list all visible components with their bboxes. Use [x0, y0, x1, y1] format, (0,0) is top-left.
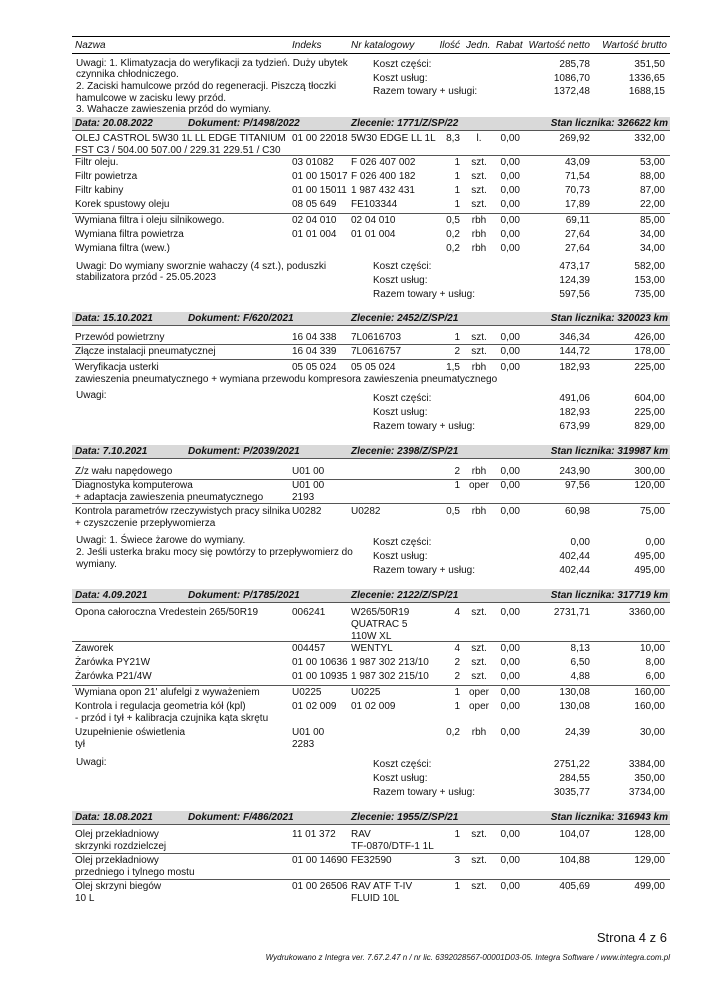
item-net: 27,64 [564, 243, 590, 254]
total-gross: 153,00 [634, 275, 665, 286]
item-name: Olej przekładniowy [75, 855, 159, 866]
item-gross: 128,00 [634, 829, 665, 840]
item-index: 01 00 10636 [292, 657, 348, 668]
item-qty: 0,5 [446, 506, 460, 517]
item-gross: 22,00 [639, 199, 665, 210]
total-gross: 0,00 [645, 537, 665, 548]
col-index: Indeks [292, 40, 322, 51]
item-index: 01 00 15017 [292, 171, 348, 182]
row-divider [72, 879, 670, 880]
item-discount: 0,00 [500, 215, 520, 226]
item-net: 27,64 [564, 229, 590, 240]
item-catalog: 01 02 009 [351, 701, 396, 712]
print-info: Wydrukowano z Integra ver. 7.67.2.47 n / nr lic. 6392028567-00001D03-05. Integra Software / www.integra.com.pl [265, 953, 670, 962]
item-index: 08 05 649 [292, 199, 337, 210]
item-unit: szt. [471, 346, 487, 357]
item-qty: 2 [454, 671, 460, 682]
item-gross: 53,00 [639, 157, 665, 168]
item-catalog: RAV [351, 829, 371, 840]
total-net: 402,44 [559, 565, 590, 576]
item-net: 70,73 [564, 185, 590, 196]
item-name: Diagnostyka komputerowa [75, 480, 193, 491]
item-net: 60,98 [564, 506, 590, 517]
item-index: 05 05 024 [292, 362, 337, 373]
item-name: Kontrola parametrów rzeczywistych pracy silnika [75, 506, 291, 517]
note-line: czynnika chłodniczego. [76, 69, 179, 80]
total-net: 2751,22 [553, 759, 590, 770]
item-unit: rbh [471, 362, 487, 373]
item-catalog: 05 05 024 [351, 362, 396, 373]
item-net: 182,93 [559, 362, 590, 373]
item-net: 97,56 [564, 480, 590, 491]
item-catalog-cont: FLUID 10L [351, 893, 400, 904]
item-index: 004457 [292, 643, 326, 654]
item-name: Żarówka P21/4W [75, 671, 152, 682]
item-unit: l. [476, 133, 482, 144]
note-line: 3. Wahacze zawieszenia przód do wymiany. [76, 104, 272, 115]
section-document: Dokument: F/486/2021 [188, 812, 294, 823]
page-number: Strona 4 z 6 [596, 930, 667, 945]
item-name-cont: + adaptacja zawieszenia pneumatycznego [75, 492, 264, 503]
item-gross: 332,00 [634, 133, 665, 144]
item-unit: szt. [471, 157, 487, 168]
item-catalog: 1 987 302 213/10 [351, 657, 429, 668]
item-name: Złącze instalacji pneumatycznej [75, 346, 216, 357]
item-index: 11 01 372 [292, 829, 336, 840]
item-catalog: RAV ATF T-IV [351, 881, 413, 892]
row-divider [72, 479, 670, 480]
total-gross: 495,00 [634, 551, 665, 562]
item-catalog-cont: 110W XL [351, 631, 392, 642]
section-order: Zlecenie: 2122/Z/SP/21 [351, 590, 459, 601]
item-name: Filtr oleju. [75, 157, 119, 168]
item-catalog: F 026 407 002 [351, 157, 416, 168]
item-qty: 2 [454, 466, 460, 477]
item-net: 43,09 [564, 157, 590, 168]
item-gross: 160,00 [634, 701, 665, 712]
item-qty: 1 [454, 185, 460, 196]
row-divider [72, 359, 670, 360]
item-index: 01 00 22018 [292, 133, 348, 144]
item-unit: szt. [471, 855, 487, 866]
item-index: 006241 [292, 607, 326, 618]
item-index: 16 04 339 [292, 346, 337, 357]
item-net: 6,50 [570, 657, 590, 668]
item-gross: 129,00 [634, 855, 665, 866]
item-name-cont: tył [75, 739, 85, 750]
item-net: 69,11 [565, 215, 590, 226]
item-discount: 0,00 [500, 480, 520, 491]
item-name-cont: - przód i tył + kalibracja czujnika kąta skrętu [75, 713, 269, 724]
col-name: Nazwa [75, 40, 106, 51]
total-gross: 3384,00 [628, 759, 665, 770]
item-index: 01 00 15011 [292, 185, 347, 196]
item-gross: 225,00 [634, 362, 665, 373]
note-line: Uwagi: 1. Świece żarowe do wymiany. [76, 535, 246, 546]
item-qty: 1 [454, 829, 460, 840]
item-name: Weryfikacja usterki [75, 362, 159, 373]
col-gross: Wartość brutto [602, 40, 667, 51]
item-index: 16 04 338 [292, 332, 337, 343]
item-unit: rbh [471, 243, 487, 254]
item-catalog: 01 01 004 [351, 229, 396, 240]
item-index: U0282 [292, 506, 322, 517]
item-qty: 8,3 [446, 133, 460, 144]
item-net: 104,07 [559, 829, 590, 840]
item-catalog: WENTYL [351, 643, 393, 654]
item-name: Żarówka PY21W [75, 657, 151, 668]
item-discount: 0,00 [500, 185, 520, 196]
item-unit: oper [468, 480, 489, 491]
item-index: U01 00 [292, 466, 325, 477]
total-gross: 735,00 [634, 289, 665, 300]
item-unit: szt. [471, 829, 487, 840]
item-net: 346,34 [559, 332, 590, 343]
section-order: Zlecenie: 2452/Z/SP/21 [351, 313, 459, 324]
item-gross: 85,00 [639, 215, 665, 226]
item-qty: 0,2 [446, 243, 460, 254]
item-name: Przewód powietrzny [75, 332, 165, 343]
section-document: Dokument: F/620/2021 [188, 313, 294, 324]
item-name: Filtr powietrza [75, 171, 138, 182]
item-net: 17,89 [564, 199, 590, 210]
item-name: Korek spustowy oleju [75, 199, 170, 210]
item-name-cont: skrzynki rozdzielczej [75, 841, 167, 852]
item-index-cont: 2283 [292, 739, 315, 750]
item-discount: 0,00 [500, 881, 520, 892]
total-net: 597,56 [559, 289, 590, 300]
total-net: 1086,70 [553, 73, 590, 84]
item-index: 01 02 009 [292, 701, 337, 712]
item-discount: 0,00 [500, 362, 520, 373]
item-name-cont: przedniego i tylnego mostu [75, 867, 195, 878]
total-label: Koszt usług: [373, 551, 428, 562]
item-discount: 0,00 [500, 657, 520, 668]
row-divider [72, 344, 670, 345]
item-discount: 0,00 [500, 199, 520, 210]
item-index: 01 01 004 [292, 229, 337, 240]
col-unit: Jedn. [466, 40, 491, 51]
item-gross: 30,00 [639, 727, 665, 738]
item-qty: 1 [454, 199, 460, 210]
item-net: 405,69 [559, 881, 590, 892]
item-name: Kontrola i regulacja geometria kół (kpl) [75, 701, 246, 712]
total-label: Razem towary + usług: [373, 289, 475, 300]
item-net: 243,90 [559, 466, 590, 477]
note-line: Uwagi: [76, 390, 107, 401]
item-unit: rbh [471, 727, 487, 738]
item-gross: 3360,00 [628, 607, 665, 618]
total-net: 1372,48 [553, 86, 590, 97]
item-net: 8,13 [570, 643, 590, 654]
item-catalog: 02 04 010 [351, 215, 396, 226]
section-meter: Stan licznika: 316943 km [550, 812, 668, 823]
total-label: Koszt części: [373, 759, 432, 770]
item-gross: 499,00 [634, 881, 665, 892]
total-gross: 495,00 [634, 565, 665, 576]
section-document: Dokument: P/1498/2022 [188, 118, 300, 129]
item-name: Wymiana filtra (wew.) [75, 243, 170, 254]
item-catalog: U0282 [351, 506, 381, 517]
item-catalog: 5W30 EDGE LL 1L [351, 133, 436, 144]
item-index: U0225 [292, 687, 322, 698]
item-gross: 160,00 [634, 687, 665, 698]
total-label: Razem towary + usług: [373, 421, 475, 432]
item-qty: 0,2 [446, 727, 460, 738]
item-gross: 300,00 [634, 466, 665, 477]
item-index: 01 00 10935 [292, 671, 348, 682]
item-unit: szt. [471, 199, 487, 210]
item-name: OLEJ CASTROL 5W30 1L LL EDGE TITANIUM [75, 133, 286, 144]
note-line: Uwagi: Do wymiany sworznie wahaczy (4 szt.), poduszki [76, 261, 327, 272]
item-discount: 0,00 [500, 671, 520, 682]
note-line: wymiany. [76, 559, 117, 570]
section-date: Data: 18.08.2021 [75, 812, 153, 823]
note-line: Uwagi: 1. Klimatyzacja do weryfikacji za tydzień. Duży ubytek [76, 58, 348, 69]
item-unit: oper [468, 701, 489, 712]
total-gross: 350,00 [634, 773, 665, 784]
item-net: 4,88 [570, 671, 590, 682]
total-gross: 604,00 [634, 393, 665, 404]
total-label: Koszt usług: [373, 275, 428, 286]
item-discount: 0,00 [500, 133, 520, 144]
item-gross: 426,00 [634, 332, 665, 343]
item-catalog: 7L0616703 [351, 332, 402, 343]
total-net: 3035,77 [553, 787, 590, 798]
item-unit: szt. [471, 671, 487, 682]
section-order: Zlecenie: 1771/Z/SP/22 [351, 118, 459, 129]
item-index: U01 00 [292, 480, 325, 491]
col-net: Wartość netto [528, 40, 590, 51]
item-discount: 0,00 [500, 229, 520, 240]
item-net: 130,08 [559, 687, 590, 698]
item-catalog: FE103344 [351, 199, 398, 210]
item-name-cont: + czyszczenie przepływomierza [75, 518, 216, 529]
total-net: 284,55 [559, 773, 590, 784]
note-line: stabilizatora przód - 25.05.2023 [76, 272, 217, 283]
item-discount: 0,00 [500, 243, 520, 254]
item-catalog-cont: TF-0870/DTF-1 1L [351, 841, 434, 852]
item-gross: 8,00 [645, 657, 665, 668]
item-qty: 4 [454, 643, 460, 654]
item-catalog: F 026 400 182 [351, 171, 416, 182]
item-name: Uzupełnienie oświetlenia [75, 727, 186, 738]
total-net: 182,93 [559, 407, 590, 418]
section-order: Zlecenie: 2398/Z/SP/21 [351, 446, 459, 457]
item-catalog: U0225 [351, 687, 381, 698]
section-meter: Stan licznika: 317719 km [550, 590, 668, 601]
item-name: Z/z wału napędowego [75, 466, 173, 477]
item-discount: 0,00 [500, 346, 520, 357]
total-label: Koszt części: [373, 59, 432, 70]
item-qty: 1 [454, 701, 460, 712]
item-qty: 1 [454, 881, 460, 892]
item-gross: 10,00 [639, 643, 665, 654]
total-label: Koszt części: [373, 261, 432, 272]
item-name: Wymiana opon 21' alufelgi z wyważeniem [75, 687, 260, 698]
item-unit: szt. [471, 332, 487, 343]
item-qty: 0,5 [446, 215, 460, 226]
item-gross: 34,00 [639, 229, 665, 240]
total-label: Koszt części: [373, 393, 432, 404]
total-gross: 829,00 [634, 421, 665, 432]
item-discount: 0,00 [500, 506, 520, 517]
item-unit: szt. [471, 171, 487, 182]
item-net: 104,88 [559, 855, 590, 866]
item-index: U01 00 [292, 727, 325, 738]
item-discount: 0,00 [500, 171, 520, 182]
item-discount: 0,00 [500, 607, 520, 618]
item-net: 24,39 [564, 727, 590, 738]
item-name-cont: 10 L [75, 893, 95, 904]
total-label: Koszt części: [373, 537, 432, 548]
item-unit: szt. [471, 643, 487, 654]
item-discount: 0,00 [500, 727, 520, 738]
section-meter: Stan licznika: 319987 km [550, 446, 668, 457]
row-divider [72, 641, 670, 642]
total-net: 285,78 [559, 59, 590, 70]
item-net: 144,72 [559, 346, 590, 357]
item-name: Wymiana filtra powietrza [75, 229, 184, 240]
total-label: Razem towary + usług: [373, 787, 475, 798]
total-net: 124,39 [559, 275, 590, 286]
item-qty: 1 [454, 332, 460, 343]
item-unit: szt. [471, 657, 487, 668]
item-unit: oper [468, 687, 489, 698]
section-date: Data: 4.09.2021 [75, 590, 148, 601]
item-gross: 120,00 [634, 480, 665, 491]
item-qty: 2 [454, 346, 460, 357]
total-gross: 1688,15 [628, 86, 665, 97]
item-name: Olej skrzyni biegów [75, 881, 162, 892]
item-catalog: 7L0616757 [351, 346, 402, 357]
section-date: Data: 20.08.2022 [75, 118, 153, 129]
item-qty: 1 [454, 480, 460, 491]
row-divider [72, 155, 670, 156]
item-qty: 0,2 [446, 229, 460, 240]
total-label: Razem towary + usług: [373, 565, 475, 576]
item-catalog: 1 987 432 431 [351, 185, 415, 196]
item-index: 01 00 26506 [292, 881, 348, 892]
col-qty: Ilość [439, 40, 460, 51]
item-qty: 2 [454, 657, 460, 668]
total-gross: 582,00 [634, 261, 665, 272]
total-net: 473,17 [559, 261, 590, 272]
total-label: Koszt usług: [373, 773, 428, 784]
item-qty: 1 [454, 687, 460, 698]
section-date: Data: 7.10.2021 [75, 446, 148, 457]
total-net: 491,06 [559, 393, 590, 404]
item-unit: rbh [471, 229, 487, 240]
item-net: 71,54 [564, 171, 590, 182]
row-divider [72, 503, 670, 504]
col-catalog: Nr katalogowy [351, 40, 415, 51]
item-discount: 0,00 [500, 687, 520, 698]
item-qty: 1 [454, 171, 460, 182]
item-name: Wymiana filtra i oleju silnikowego. [75, 215, 225, 226]
item-unit: szt. [471, 607, 487, 618]
item-net: 2731,71 [553, 607, 590, 618]
section-meter: Stan licznika: 320023 km [550, 313, 668, 324]
row-divider [72, 213, 670, 214]
item-net: 130,08 [559, 701, 590, 712]
item-name-cont: FST C3 / 504.00 507.00 / 229.31 229.51 / C30 [75, 145, 281, 156]
item-name: Opona całoroczna Vredestein 265/50R19 [75, 607, 259, 618]
item-qty: 1,5 [446, 362, 460, 373]
item-name: Zaworek [75, 643, 114, 654]
item-discount: 0,00 [500, 157, 520, 168]
note-line: 2. Jeśli usterka braku mocy się powtórzy to przepływomierz do [76, 547, 353, 558]
total-net: 0,00 [570, 537, 590, 548]
item-gross: 75,00 [639, 506, 665, 517]
total-label: Razem towary + usługi: [373, 86, 478, 97]
item-index-cont: 2193 [292, 492, 315, 503]
item-gross: 87,00 [639, 185, 665, 196]
note-line: hamulcowe w zacisku lewy przód. [76, 93, 227, 104]
item-qty: 4 [454, 607, 460, 618]
item-gross: 178,00 [634, 346, 665, 357]
item-discount: 0,00 [500, 466, 520, 477]
item-discount: 0,00 [500, 855, 520, 866]
total-label: Koszt usług: [373, 407, 428, 418]
item-qty: 1 [454, 157, 460, 168]
section-document: Dokument: P/1785/2021 [188, 590, 300, 601]
item-unit: szt. [471, 881, 487, 892]
item-gross: 88,00 [639, 171, 665, 182]
item-name: Filtr kabiny [75, 185, 124, 196]
total-gross: 225,00 [634, 407, 665, 418]
section-date: Data: 15.10.2021 [75, 313, 153, 324]
item-unit: szt. [471, 185, 487, 196]
item-discount: 0,00 [500, 332, 520, 343]
item-discount: 0,00 [500, 643, 520, 654]
note-line: Uwagi: [76, 757, 107, 768]
item-discount: 0,00 [500, 701, 520, 712]
total-gross: 1336,65 [628, 73, 665, 84]
item-index: 03 01082 [292, 157, 334, 168]
total-gross: 3734,00 [628, 787, 665, 798]
item-index: 02 04 010 [292, 215, 337, 226]
item-discount: 0,00 [500, 829, 520, 840]
item-unit: rbh [471, 466, 487, 477]
section-document: Dokument: P/2039/2021 [188, 446, 300, 457]
item-unit: rbh [471, 506, 487, 517]
total-label: Koszt usług: [373, 73, 428, 84]
total-gross: 351,50 [634, 59, 665, 70]
section-order: Zlecenie: 1955/Z/SP/21 [351, 812, 459, 823]
item-name: Olej przekładniowy [75, 829, 159, 840]
item-index: 01 00 14690 [292, 855, 348, 866]
col-discount: Rabat [496, 40, 523, 51]
item-catalog-cont: QUATRAC 5 [351, 619, 408, 630]
note-line: 2. Zaciski hamulcowe przód do regeneracji. Piszczą tłoczki [76, 81, 337, 92]
item-net: 269,92 [559, 133, 590, 144]
item-catalog: W265/50R19 [351, 607, 410, 618]
item-catalog: 1 987 302 215/10 [351, 671, 429, 682]
item-unit: rbh [471, 215, 487, 226]
row-divider [72, 853, 670, 854]
total-net: 402,44 [559, 551, 590, 562]
total-net: 673,99 [559, 421, 590, 432]
item-gross: 6,00 [645, 671, 665, 682]
item-gross: 34,00 [639, 243, 665, 254]
item-qty: 3 [454, 855, 460, 866]
section-meter: Stan licznika: 326622 km [550, 118, 668, 129]
row-divider [72, 685, 670, 686]
item-name-cont: zawieszenia pneumatycznego + wymiana przewodu kompresora zawieszenia pneumatycznego [75, 374, 498, 385]
item-catalog: FE32590 [351, 855, 392, 866]
